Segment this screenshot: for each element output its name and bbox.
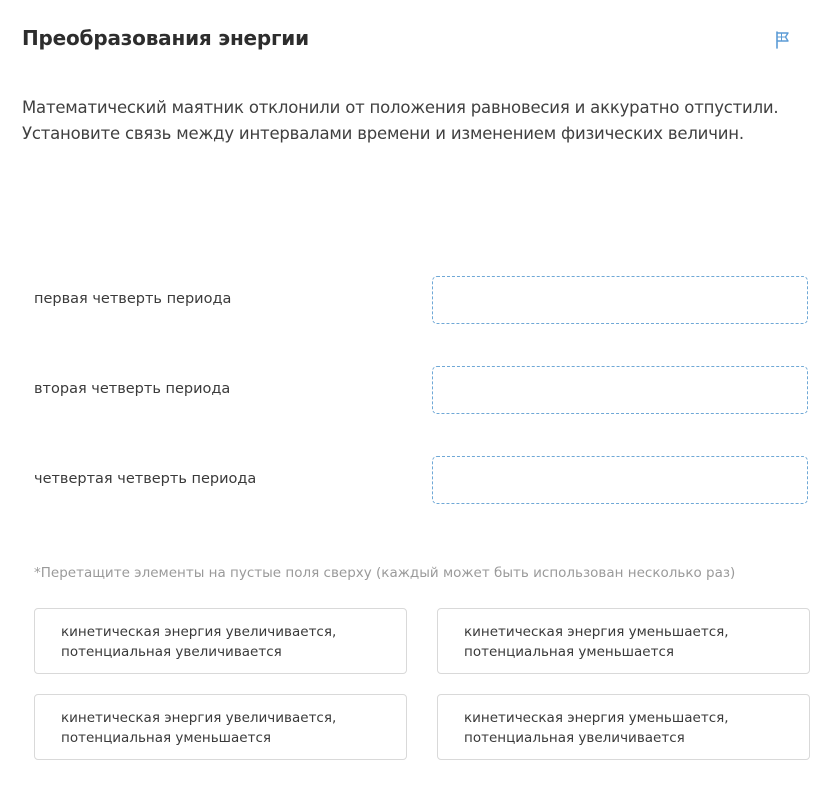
option-line: кинетическая энергия уменьшается,: [464, 624, 729, 640]
flag-icon[interactable]: [773, 30, 793, 50]
option-line: потенциальная уменьшается: [61, 730, 272, 746]
drag-hint: *Перетащите элементы на пустые поля сверху (каждый может быть использован несколько раз): [34, 565, 736, 581]
option-line: потенциальная увеличивается: [61, 644, 282, 660]
drop-zone-fourth-quarter[interactable]: [432, 456, 808, 504]
row-label-first-quarter: первая четверть периода: [34, 291, 232, 307]
row-label-fourth-quarter: четвертая четверть периода: [34, 471, 257, 487]
option-line: кинетическая энергия уменьшается,: [464, 710, 729, 726]
drop-zone-first-quarter[interactable]: [432, 276, 808, 324]
option-line: потенциальная увеличивается: [464, 730, 685, 746]
drag-option-ke-up-pe-down[interactable]: [34, 694, 407, 760]
drag-option-ke-down-pe-up[interactable]: [437, 694, 810, 760]
drag-option-ke-down-pe-down[interactable]: [437, 608, 810, 674]
option-line: потенциальная уменьшается: [464, 644, 675, 660]
drag-option-ke-up-pe-up[interactable]: [34, 608, 407, 674]
drop-zone-second-quarter[interactable]: [432, 366, 808, 414]
option-line: кинетическая энергия увеличивается,: [61, 624, 337, 640]
question-line-2: Установите связь между интервалами времени и изменением физических величин.: [22, 124, 744, 143]
row-label-second-quarter: вторая четверть периода: [34, 381, 231, 397]
option-line: кинетическая энергия увеличивается,: [61, 710, 337, 726]
question-line-1: Математический маятник отклонили от положения равновесия и аккуратно отпустили.: [22, 98, 779, 117]
page-title: Преобразования энергии: [22, 26, 309, 50]
question-text: [22, 95, 822, 147]
